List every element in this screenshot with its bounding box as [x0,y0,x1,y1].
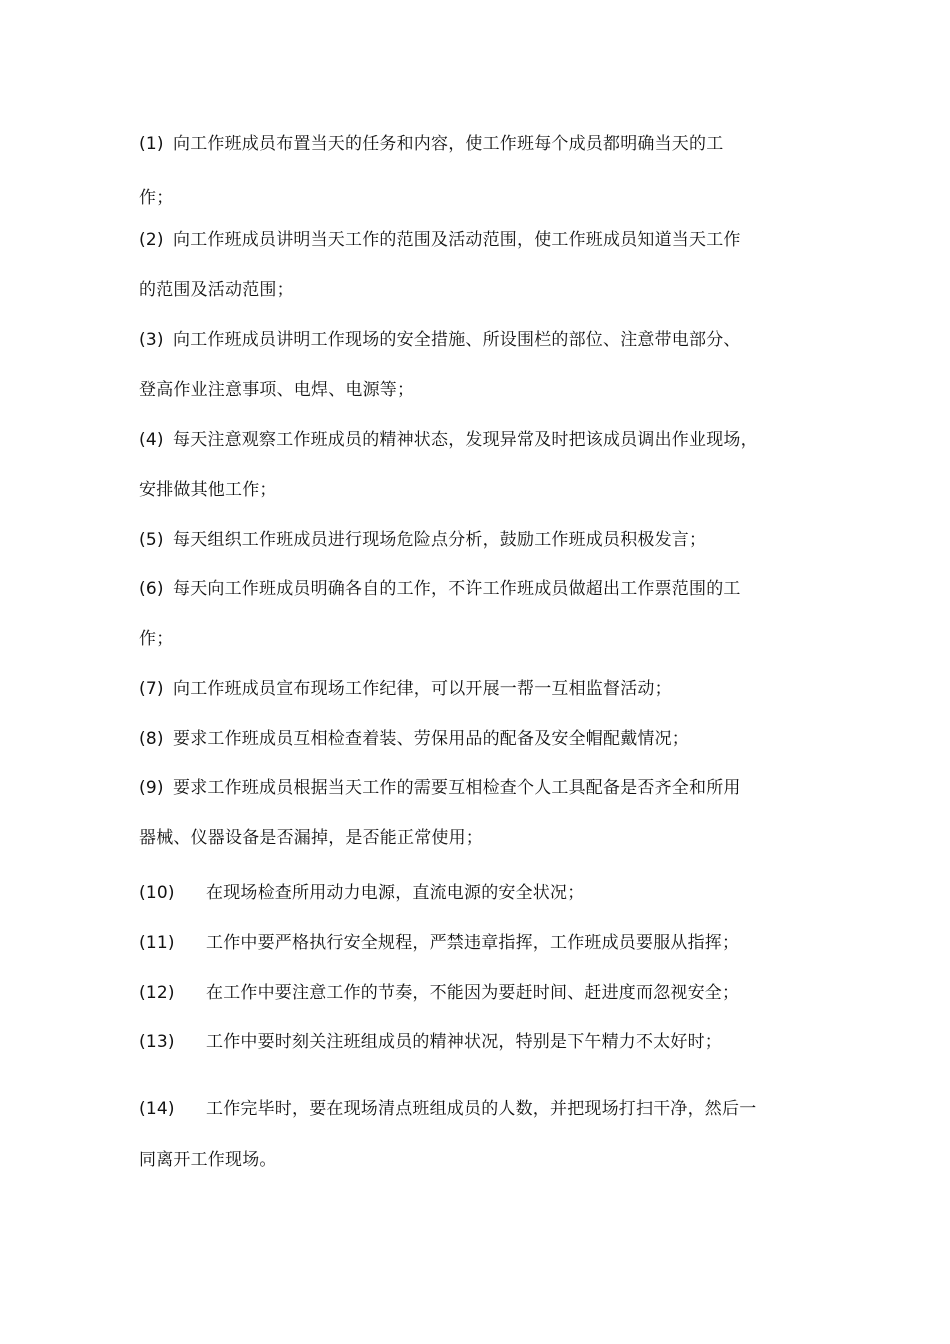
item-1-line-2: 作； [139,188,174,208]
item-1-number: (1) [139,134,164,154]
item-14-number: (14) [139,1099,175,1119]
item-1-text: 向工作班成员布置当天的任务和内容，使工作班每个成员都明确当天的工 [173,134,724,154]
item-2-number: (2) [139,230,164,250]
item-14-text: 工作完毕时，要在现场清点班组成员的人数，并把现场打扫干净，然后一 [206,1099,757,1119]
item-6-number: (6) [139,579,164,599]
item-3-number: (3) [139,330,164,350]
item-7-line-1 [139,678,829,700]
item-1-line-1 [139,133,829,155]
item-5-line-1 [139,529,829,551]
item-12-number: (12) [139,983,175,1003]
item-12-text: 在工作中要注意工作的节奏，不能因为要赶时间、赶进度而忽视安全； [206,983,740,1003]
item-9-number: (9) [139,778,164,798]
item-8-number: (8) [139,729,164,749]
item-13-line-1 [139,1031,829,1053]
item-3-line-2: 登高作业注意事项、电焊、电源等； [139,380,415,400]
item-6-line-2: 作； [139,629,174,649]
item-7-text: 向工作班成员宣布现场工作纪律，可以开展一帮一互相监督活动； [173,679,672,699]
item-11-line-1 [139,932,829,954]
item-13-number: (13) [139,1032,175,1052]
item-9-line-1 [139,777,829,799]
item-2-line-2: 的范围及活动范围； [139,280,294,300]
item-3-line-1 [139,329,829,351]
item-2-line-1 [139,229,829,251]
item-3-text: 向工作班成员讲明工作现场的安全措施、所设围栏的部位、注意带电部分、 [173,330,741,350]
item-5-text: 每天组织工作班成员进行现场危险点分析，鼓励工作班成员积极发言； [173,530,707,550]
item-4-text: 每天注意观察工作班成员的精神状态，发现异常及时把该成员调出作业现场， [173,430,758,450]
item-13-text: 工作中要时刻关注班组成员的精神状况，特别是下午精力不太好时； [206,1032,722,1052]
item-10-text: 在现场检查所用动力电源，直流电源的安全状况； [206,883,585,903]
item-9-text: 要求工作班成员根据当天工作的需要互相检查个人工具配备是否齐全和所用 [173,778,741,798]
item-14-line-1 [139,1098,829,1120]
item-4-line-2: 安排做其他工作； [139,480,277,500]
item-11-text: 工作中要严格执行安全规程，严禁违章指挥，工作班成员要服从指挥； [206,933,740,953]
item-9-line-2: 器械、仪器设备是否漏掉，是否能正常使用； [139,828,483,848]
item-8-line-1 [139,728,829,750]
item-4-number: (4) [139,430,164,450]
item-14-line-2: 同离开工作现场。 [139,1150,277,1170]
item-12-line-1 [139,982,829,1004]
item-10-line-1 [139,882,829,904]
item-4-line-1 [139,429,829,451]
item-7-number: (7) [139,679,164,699]
item-8-text: 要求工作班成员互相检查着装、劳保用品的配备及安全帽配戴情况； [173,729,689,749]
item-6-line-1 [139,578,829,600]
item-6-text: 每天向工作班成员明确各自的工作，不许工作班成员做超出工作票范围的工 [173,579,741,599]
item-2-text: 向工作班成员讲明当天工作的范围及活动范围，使工作班成员知道当天工作 [173,230,741,250]
item-11-number: (11) [139,933,175,953]
item-10-number: (10) [139,883,175,903]
item-5-number: (5) [139,530,164,550]
